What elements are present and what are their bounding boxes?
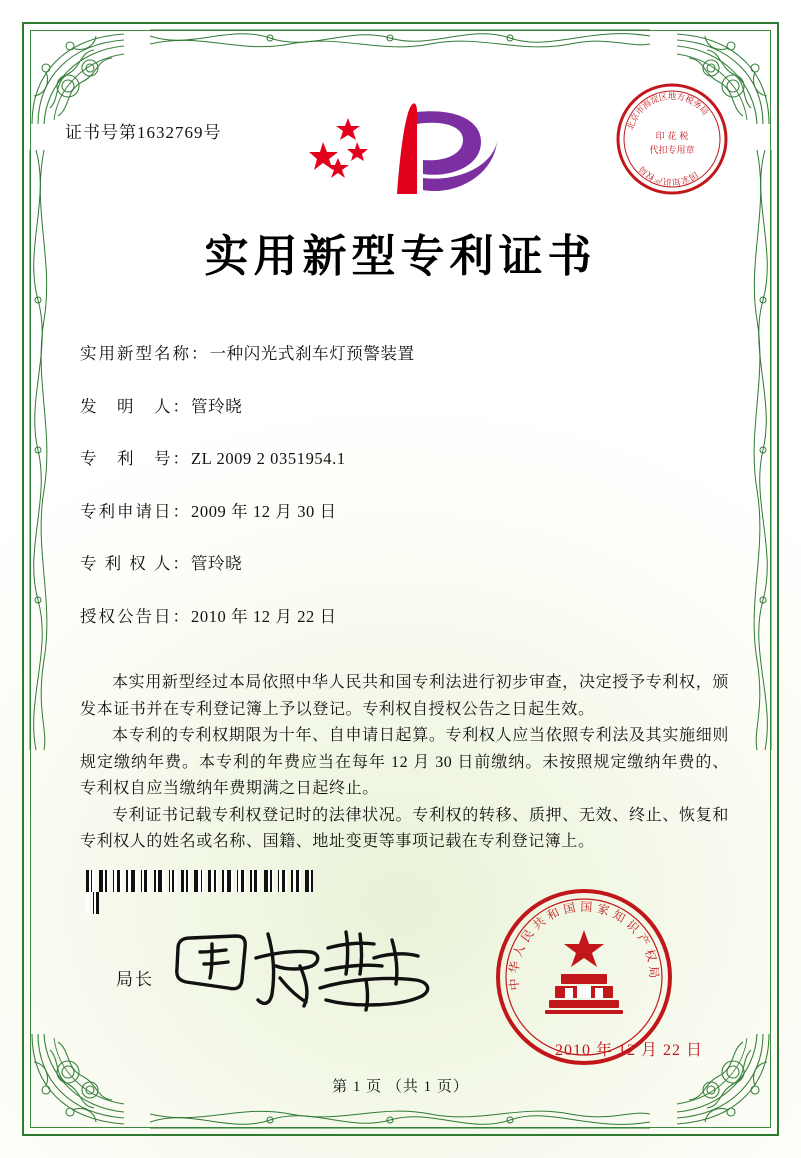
page-footer: 第 1 页 （共 1 页） [332, 1079, 469, 1095]
field-label: 发 明 人： [80, 396, 191, 416]
svg-text:和: 和 [544, 905, 562, 924]
field-row-patent-number [80, 445, 731, 469]
svg-text:产: 产 [634, 931, 653, 949]
field-value: 管玲晓 [191, 396, 243, 416]
svg-text:国: 国 [580, 899, 593, 915]
tax-stamp-seal-icon [611, 78, 733, 200]
field-value: 2010 年 12 月 22 日 [191, 606, 337, 626]
director-signature [160, 918, 450, 1018]
svg-text:国: 国 [562, 900, 577, 917]
body-text [80, 670, 729, 856]
field-row-patentee [80, 550, 731, 574]
svg-text:识: 识 [623, 917, 642, 936]
field-row-name [80, 340, 731, 364]
svg-text:产: 产 [653, 172, 665, 186]
svg-text:海: 海 [640, 98, 654, 112]
body-paragraph-3: 专利证书记载专利权登记时的法律状况。专利权的转移、质押、无效、终止、恢复和专利权人的姓名或名称、国籍、地址变更等事项记载在专利登记簿上。 [80, 806, 729, 850]
svg-text:知: 知 [671, 175, 682, 187]
svg-text:税: 税 [683, 94, 696, 107]
field-label: 专利申请日： [80, 501, 191, 521]
svg-text:国: 国 [686, 168, 700, 182]
svg-text:局: 局 [637, 163, 651, 177]
edge-ornament-bottom [150, 1100, 650, 1134]
svg-text:市: 市 [634, 104, 648, 118]
svg-text:北: 北 [625, 120, 639, 132]
svg-text:识: 识 [662, 175, 673, 187]
barcode [86, 870, 314, 892]
field-value: ZL 2009 2 0351954.1 [191, 449, 346, 468]
svg-text:印 花 税: 印 花 税 [655, 132, 689, 142]
edge-ornament-right [747, 150, 777, 750]
svg-text:权: 权 [642, 947, 660, 964]
body-paragraph-1: 本实用新型经过本局依照中华人民共和国专利法进行初步审查，决定授予专利权，颁发本证书并在专利登记簿上予以登记。专利权自授权公告之日起生效。 [80, 674, 729, 718]
svg-text:务: 务 [690, 98, 704, 112]
svg-text:地: 地 [667, 92, 677, 102]
field-row-application-date [80, 498, 731, 522]
sipo-logo-icon [305, 98, 505, 208]
field-row-inventor [80, 393, 731, 417]
field-value: 2009 年 12 月 30 日 [191, 501, 337, 521]
svg-text:代扣专用章: 代扣专用章 [649, 146, 695, 156]
field-value: 管玲晓 [190, 554, 243, 573]
field-row-grant-date [80, 603, 731, 627]
field-label: 授权公告日： [80, 606, 191, 626]
edge-ornament-top [150, 24, 650, 58]
field-value: 一种闪光式刹车灯预警装置 [209, 344, 415, 363]
certificate-content [60, 70, 741, 1098]
svg-text:局: 局 [696, 104, 710, 118]
svg-text:区: 区 [658, 92, 669, 104]
svg-text:中: 中 [506, 977, 522, 992]
director-label: 局长 [116, 970, 154, 989]
seal-date: 2010 年 12 月 22 日 [554, 1042, 703, 1059]
edge-ornament-left [24, 150, 54, 750]
svg-text:华: 华 [506, 960, 523, 975]
svg-text:民: 民 [518, 926, 537, 945]
svg-text:淀: 淀 [648, 94, 661, 107]
svg-text:权: 权 [644, 168, 658, 182]
page-title: 实用新型专利证书 [204, 231, 597, 282]
field-label: 专 利 权 人： [80, 554, 191, 573]
svg-text:人: 人 [510, 942, 528, 959]
field-list [80, 340, 731, 655]
svg-text:局: 局 [646, 965, 662, 979]
svg-text:京: 京 [629, 111, 643, 125]
field-label: 专 利 号： [80, 449, 191, 468]
certificate-number: 证书号第1632769号 [65, 123, 222, 142]
svg-text:家: 家 [679, 172, 691, 186]
svg-text:知: 知 [610, 907, 628, 926]
body-paragraph-2: 本专利的专利权期限为十年、自申请日起算。专利权人应当依照专利法及其实施细则规定缴纳年费。本专利的年费应当在每年 12 月 30 日前缴纳。未按照规定缴纳年费的、专利权自应当缴纳年费期满之日起终止。 [80, 727, 729, 797]
svg-text:家: 家 [595, 901, 611, 919]
svg-text:方: 方 [675, 92, 686, 104]
svg-text:共: 共 [529, 914, 549, 933]
field-label: 实用新型名称： [80, 344, 210, 363]
